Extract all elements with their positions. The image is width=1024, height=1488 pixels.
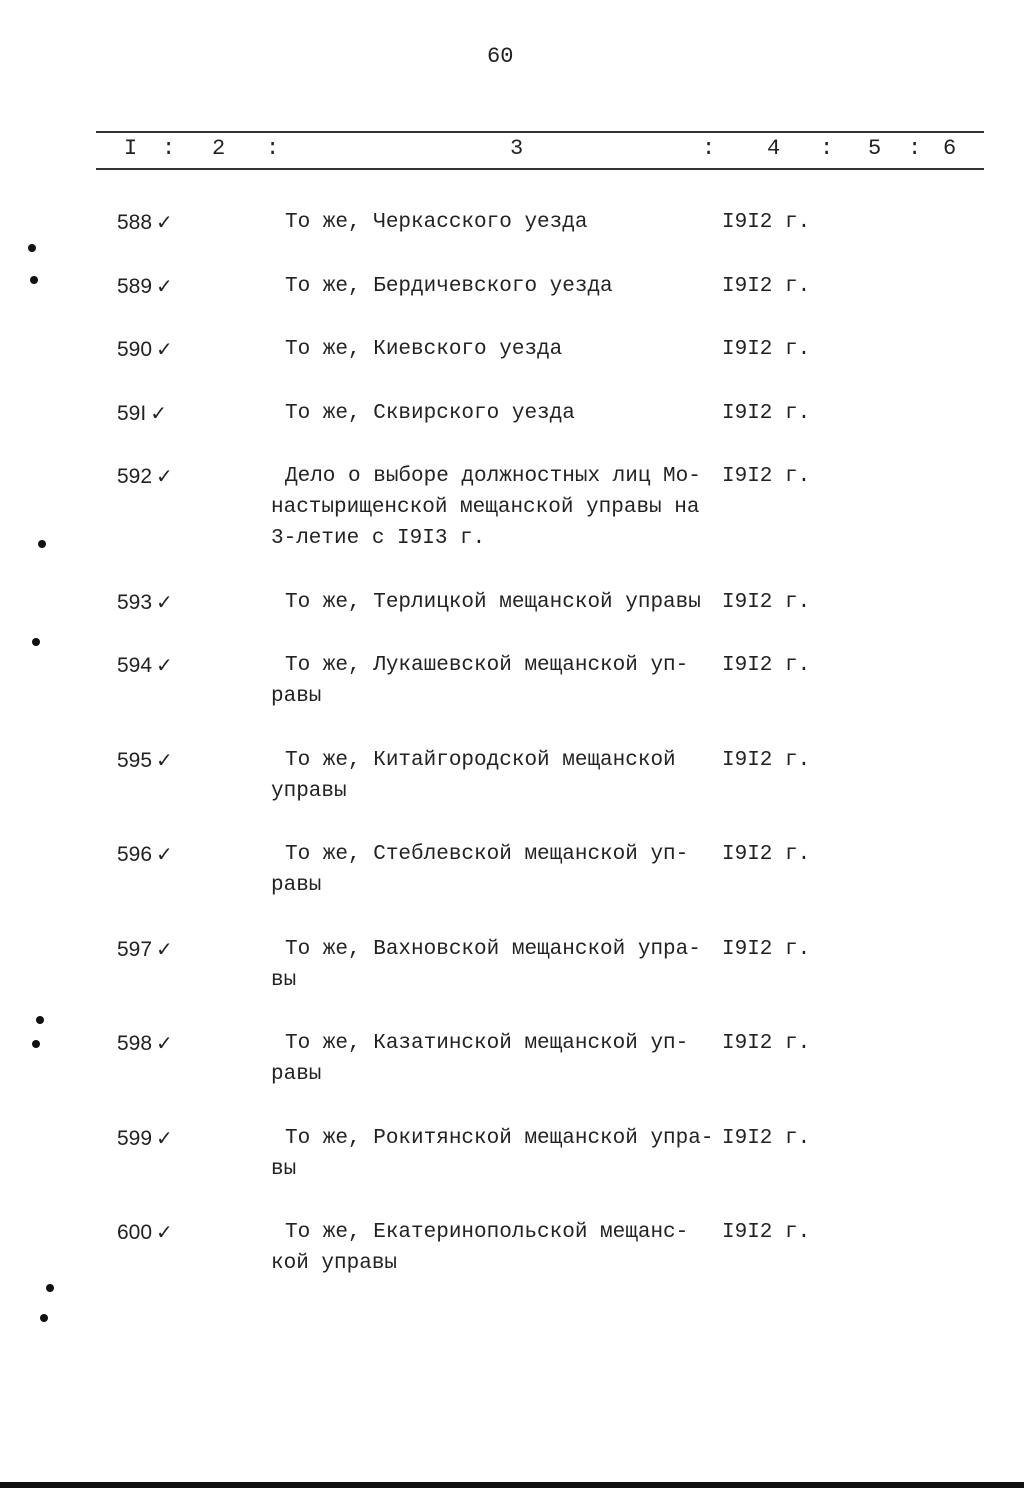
item-description	[271, 334, 721, 365]
item-year: I9I2 г.	[722, 748, 811, 772]
inventory-list	[0, 207, 1024, 1312]
list-item	[0, 1123, 1024, 1185]
item-number-text: 596	[117, 843, 153, 866]
item-year: I9I2 г.	[722, 1126, 811, 1150]
header-separator: :	[820, 136, 834, 161]
item-year: I9I2 г.	[722, 1032, 811, 1055]
item-description	[271, 461, 721, 554]
item-year: I9I2 г.	[722, 465, 811, 488]
check-mark-icon: ✓	[156, 842, 173, 866]
item-number-text: 592	[117, 465, 153, 488]
list-item	[0, 1028, 1024, 1090]
description-line: кой управы	[271, 1252, 398, 1275]
check-mark-icon: ✓	[156, 210, 173, 234]
description-line: 3-летие с I9I3 г.	[271, 527, 486, 550]
description-line: То же, Екатеринопольской мещанс-	[285, 1221, 689, 1244]
description-line: равы	[271, 1063, 322, 1086]
item-description	[271, 934, 721, 996]
item-number	[117, 271, 173, 302]
page-number: 60	[487, 44, 514, 69]
item-number	[117, 1028, 173, 1059]
list-item	[0, 334, 1024, 365]
binder-hole-mark	[32, 1040, 40, 1048]
item-description	[271, 207, 721, 238]
description-line: настырищенской мещанской управы на	[271, 496, 700, 519]
item-year: I9I2 г.	[722, 401, 811, 425]
item-number-text: 598	[117, 1032, 153, 1055]
list-item	[0, 587, 1024, 618]
check-mark-icon: ✓	[156, 1125, 173, 1150]
item-number-text: 589	[117, 274, 153, 298]
item-number	[117, 207, 173, 238]
item-year: I9I2 г.	[722, 211, 811, 234]
check-mark-icon: ✓	[156, 589, 173, 614]
list-item	[0, 398, 1024, 429]
header-col-6: 6	[943, 136, 957, 161]
list-item	[0, 839, 1024, 901]
list-item	[0, 461, 1024, 554]
description-line: вы	[271, 968, 297, 992]
item-number	[117, 1217, 173, 1248]
item-description	[271, 1217, 721, 1279]
item-number	[117, 934, 173, 965]
check-mark-icon: ✓	[150, 400, 167, 425]
description-line: То же, Китайгородской мещанской	[285, 748, 676, 772]
description-line: То же, Вахновской мещанской упра-	[285, 937, 701, 961]
item-year: I9I2 г.	[722, 338, 811, 361]
description-line: То же, Киевского уезда	[285, 338, 563, 361]
item-number-text: 594	[117, 654, 153, 677]
check-mark-icon: ✓	[156, 1220, 173, 1244]
description-line: вы	[271, 1157, 297, 1181]
item-number-text: 595	[117, 748, 153, 772]
item-number-text: 597	[117, 937, 153, 961]
item-year: I9I2 г.	[722, 274, 811, 298]
header-col-1: I	[124, 136, 138, 161]
item-year: I9I2 г.	[722, 937, 811, 961]
item-number-text: 590	[117, 338, 153, 361]
header-separator: :	[162, 136, 176, 161]
item-number-text: 588	[117, 211, 153, 234]
binder-hole-mark	[28, 244, 36, 252]
item-description	[271, 587, 721, 618]
description-line: То же, Лукашевской мещанской уп-	[285, 654, 689, 677]
check-mark-icon: ✓	[156, 1031, 173, 1055]
item-number	[117, 461, 173, 492]
item-description	[271, 1123, 721, 1185]
header-col-5: 5	[868, 136, 882, 161]
binder-hole-mark	[32, 638, 40, 646]
page-edge	[0, 1482, 1024, 1488]
binder-hole-mark	[40, 1314, 48, 1322]
check-mark-icon: ✓	[156, 337, 173, 361]
item-number-text: 59I	[117, 401, 147, 425]
item-number	[117, 839, 173, 870]
item-year: I9I2 г.	[722, 843, 811, 866]
description-line: То же, Бердичевского уезда	[285, 274, 613, 298]
binder-hole-mark	[46, 1284, 54, 1292]
header-separator: :	[266, 136, 280, 161]
header-separator: :	[702, 136, 716, 161]
item-year: I9I2 г.	[722, 1221, 811, 1244]
item-description	[271, 398, 721, 429]
list-item	[0, 745, 1024, 807]
header-bottom-rule	[96, 168, 984, 170]
item-number-text: 599	[117, 1126, 153, 1150]
check-mark-icon: ✓	[156, 273, 173, 298]
description-line: То же, Стеблевской мещанской уп-	[285, 843, 689, 866]
check-mark-icon: ✓	[156, 464, 173, 488]
description-line: равы	[271, 874, 322, 897]
description-line: То же, Черкасского уезда	[285, 211, 588, 234]
list-item	[0, 934, 1024, 996]
list-item	[0, 207, 1024, 238]
list-item	[0, 271, 1024, 302]
item-number	[117, 334, 173, 365]
item-number-text: 593	[117, 590, 153, 614]
item-description	[271, 271, 721, 302]
item-description	[271, 745, 721, 807]
item-number	[117, 650, 173, 681]
check-mark-icon: ✓	[156, 747, 173, 772]
item-year: I9I2 г.	[722, 590, 811, 614]
header-col-4: 4	[767, 136, 781, 161]
item-year: I9I2 г.	[722, 654, 811, 677]
item-description	[271, 1028, 721, 1090]
description-line: Дело о выборе должностных лиц Мо-	[285, 465, 701, 488]
item-description	[271, 650, 721, 712]
item-description	[271, 839, 721, 901]
header-separator: :	[908, 136, 922, 161]
description-line: То же, Терлицкой мещанской управы	[285, 590, 701, 614]
binder-hole-mark	[38, 540, 46, 548]
description-line: То же, Казатинской мещанской уп-	[285, 1032, 689, 1055]
description-line: равы	[271, 685, 322, 708]
description-line: управы	[271, 779, 347, 803]
header-top-rule	[96, 131, 984, 133]
check-mark-icon: ✓	[156, 653, 173, 677]
binder-hole-mark	[36, 1016, 44, 1024]
item-number	[117, 398, 167, 429]
item-number	[117, 745, 173, 776]
item-number	[117, 1123, 173, 1154]
header-col-2: 2	[212, 136, 226, 161]
description-line: То же, Сквирского уезда	[285, 401, 575, 425]
check-mark-icon: ✓	[156, 936, 173, 961]
list-item	[0, 1217, 1024, 1279]
list-item	[0, 650, 1024, 712]
item-number-text: 600	[117, 1221, 153, 1244]
header-col-3: 3	[510, 136, 524, 161]
item-number	[117, 587, 173, 618]
description-line: То же, Рокитянской мещанской упра-	[285, 1126, 714, 1150]
binder-hole-mark	[30, 276, 38, 284]
